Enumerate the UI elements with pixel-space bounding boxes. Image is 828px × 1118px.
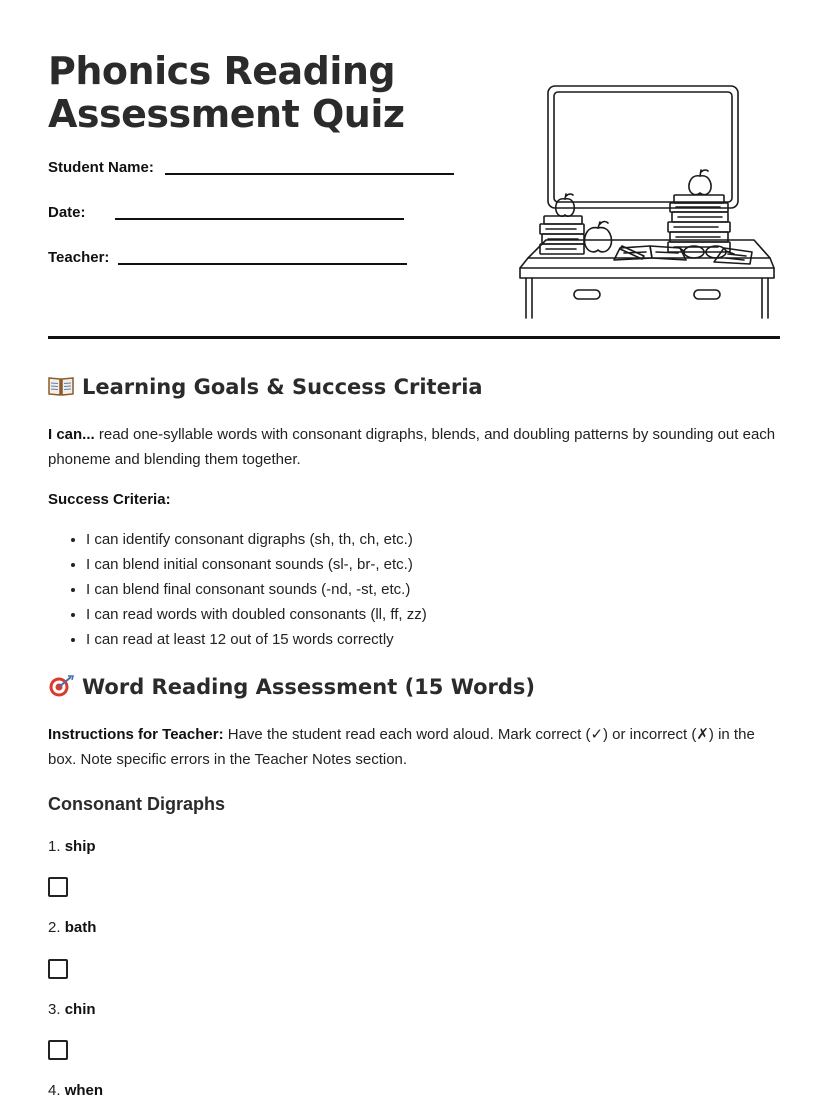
title-line-2: Assessment Quiz	[48, 92, 405, 136]
date-field	[48, 204, 86, 221]
i-can-label: I can...	[48, 426, 95, 443]
date-line[interactable]	[115, 218, 404, 220]
word-item	[48, 1001, 96, 1018]
instructions-text: Have the student read each word aloud. Mark correct (✓) or incorrect (✗) in the box. Note specific errors in the Teacher Notes section.	[48, 726, 755, 768]
success-criteria-heading: Success Criteria:	[48, 491, 171, 508]
open-book-icon	[48, 375, 74, 397]
word-item	[48, 1082, 103, 1099]
word-item	[48, 919, 96, 936]
word-number: 3.	[48, 1001, 61, 1018]
word-text: chin	[64, 1001, 96, 1018]
word-item	[48, 838, 96, 855]
instructions-label: Instructions for Teacher:	[48, 726, 224, 743]
criteria-item: • I can read words with doubled consonants (ll, ff, zz)	[86, 602, 427, 627]
teacher-field	[48, 249, 109, 266]
student-name-field	[48, 159, 154, 176]
answer-checkbox[interactable]	[48, 877, 68, 897]
assessment-title: Word Reading Assessment (15 Words)	[82, 675, 536, 699]
date-label: Date:	[48, 204, 86, 221]
criteria-item: • I can blend initial consonant sounds (sl-, br-, etc.)	[86, 552, 427, 577]
teacher-line[interactable]	[118, 263, 407, 265]
word-number: 2.	[48, 919, 61, 936]
answer-checkbox[interactable]	[48, 959, 68, 979]
word-number: 4.	[48, 1082, 61, 1099]
header-divider	[48, 336, 780, 339]
student-name-label: Student Name:	[48, 159, 154, 176]
criteria-item: • I can blend final consonant sounds (-nd, -st, etc.)	[86, 577, 427, 602]
student-name-line[interactable]	[165, 173, 454, 175]
learning-goals-title: Learning Goals & Success Criteria	[82, 375, 483, 399]
word-text: when	[64, 1082, 104, 1099]
criteria-item: • I can identify consonant digraphs (sh, th, ch, etc.)	[86, 527, 427, 552]
word-text: ship	[64, 838, 96, 855]
page-title	[48, 50, 404, 136]
teacher-label: Teacher:	[48, 249, 110, 266]
section-heading-digraphs: Consonant Digraphs	[48, 794, 226, 814]
criteria-item: • I can read at least 12 out of 15 words correctly	[86, 627, 427, 652]
i-can-statement	[48, 422, 778, 472]
title-line-1: Phonics Reading	[48, 49, 396, 93]
i-can-text: read one-syllable words with consonant digraphs, blends, and doubling patterns by sounding out each phoneme and blending them together.	[48, 426, 776, 468]
answer-checkbox[interactable]	[48, 1040, 68, 1060]
target-icon	[48, 675, 74, 697]
word-number: 1.	[48, 838, 61, 855]
assessment-heading	[48, 675, 535, 699]
teacher-instructions	[48, 722, 778, 772]
success-criteria-list	[48, 527, 427, 652]
word-text: bath	[64, 919, 97, 936]
learning-goals-heading	[48, 375, 483, 399]
classroom-desk-illustration	[518, 82, 776, 322]
